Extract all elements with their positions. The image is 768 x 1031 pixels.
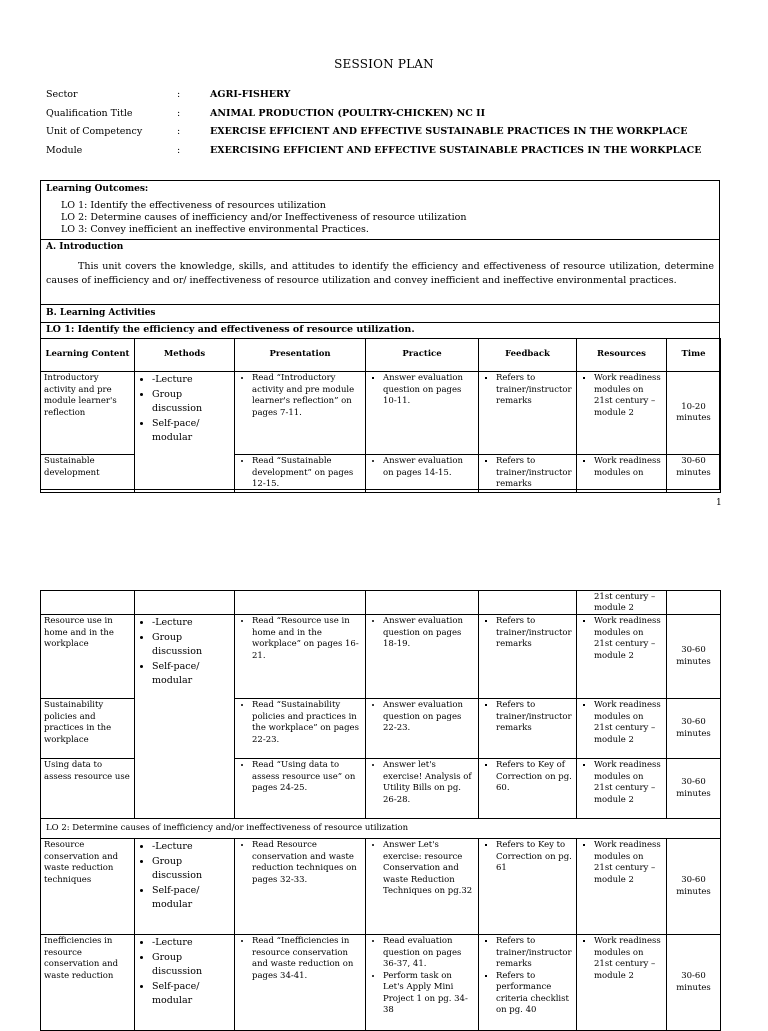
time-cell xyxy=(667,591,721,615)
time-cell: 30-60 minutes xyxy=(667,699,721,759)
method-item: • Self-pace/ modular xyxy=(152,884,231,913)
practice-item: • Answer evaluation on pages 14-15. xyxy=(383,456,475,479)
feedback-cell xyxy=(479,759,577,819)
content-cell: Using data to assess resource use xyxy=(41,759,135,819)
practice-item: • Answer Let's exercise: resource Conservation and waste Reduction Techniques on pg.32 xyxy=(383,840,475,898)
feedback-cell xyxy=(479,839,577,935)
content-cell: Introductory activity and pre module learner's reflection xyxy=(41,372,135,455)
meta-colon: : xyxy=(177,144,181,156)
practice-item: • Read evaluation question on pages 36-37, 41. xyxy=(383,936,475,971)
methods-cell xyxy=(135,372,235,493)
practice-cell xyxy=(366,759,479,819)
method-item: • Group discussion xyxy=(152,388,231,417)
time-cell: 10-20 minutes xyxy=(667,372,721,455)
col-header-time: Time xyxy=(667,339,721,372)
presentation-cell xyxy=(235,699,366,759)
practice-item: • Perform task on Let's Apply Mini Project 1 on pg. 34-38 xyxy=(383,971,475,1017)
feedback-cell xyxy=(479,699,577,759)
learning-outcome: LO 3: Convey inefficient an ineffective environmental Practices. xyxy=(61,224,369,235)
col-header-practice: Practice xyxy=(366,339,479,372)
content-cell: Sustainable development xyxy=(41,455,135,493)
feedback-item: ▪ Refers to trainer/instructor remarks xyxy=(496,373,573,408)
method-item: • -Lecture xyxy=(152,373,231,388)
presentation-cell xyxy=(235,455,366,493)
methods-cell xyxy=(135,615,235,819)
learning-outcomes-list xyxy=(61,200,466,236)
practice-item: ▪ Answer evaluation question on pages 10-11. xyxy=(383,373,475,408)
practice-cell xyxy=(366,839,479,935)
content-cell: Inefficiencies in resource conservation and waste reduction xyxy=(41,935,135,1031)
resources-cell: 21st century – module 2 xyxy=(577,591,667,615)
col-header-feedback: Feedback xyxy=(479,339,577,372)
meta-key: Unit of Competency xyxy=(46,126,143,137)
lo1-activities-table xyxy=(40,338,721,493)
meta-row-qualification xyxy=(46,105,726,124)
resource-item: ▪ Work readiness modules on 21st century – module 2 xyxy=(594,936,663,982)
meta-value: ANIMAL PRODUCTION (POULTRY-CHICKEN) NC II xyxy=(210,107,486,119)
resource-item: ▪ Work readiness modules on 21st century – module 2 xyxy=(594,760,663,806)
divider xyxy=(41,239,719,240)
page-number: 1 xyxy=(716,498,722,508)
methods-cell xyxy=(135,591,235,615)
method-item: • Group discussion xyxy=(152,855,231,884)
learning-outcome: LO 2: Determine causes of inefficiency and/or Ineffectiveness of resource utilization xyxy=(61,212,467,223)
presentation-item: • Read “Using data to assess resource use” on pages 24-25. xyxy=(252,760,362,795)
feedback-item: ▪ Refers to trainer/instructor remarks xyxy=(496,700,573,735)
feedback-item: ▪ Refers to trainer/instructor remarks xyxy=(496,936,573,971)
practice-cell xyxy=(366,615,479,699)
presentation-item: • Read “Resource use in home and in the workplace” on pages 16-21. xyxy=(252,616,362,662)
method-item: • Self-pace/ modular xyxy=(152,660,231,689)
method-item: • Group discussion xyxy=(152,951,231,980)
col-header-resources: Resources xyxy=(577,339,667,372)
content-cell: Sustainability policies and practices in the workplace xyxy=(41,699,135,759)
table-row xyxy=(41,591,721,615)
table-row xyxy=(41,372,721,455)
resources-cell xyxy=(577,839,667,935)
intro-label: A. Introduction xyxy=(46,242,124,252)
feedback-item: ▪ Refers to trainer/instructor remarks xyxy=(496,456,573,491)
resource-item: ▪ Work readiness modules on 21st century – module 2 xyxy=(594,700,663,746)
resources-cell xyxy=(577,372,667,455)
practice-item: • Answer evaluation question on pages 22-23. xyxy=(383,700,475,735)
presentation-item: • Read “Introductory activity and pre module learner's reflection” on pages 7-11. xyxy=(252,373,362,419)
practice-cell xyxy=(366,699,479,759)
meta-key: Sector xyxy=(46,89,78,100)
feedback-item: ▪ Refers to trainer/instructor remarks xyxy=(496,616,573,651)
resources-cell xyxy=(577,699,667,759)
practice-cell xyxy=(366,455,479,493)
resource-item: ▪ Work readiness modules on xyxy=(594,456,663,479)
lo2-heading-row xyxy=(41,819,721,839)
lo1-heading: LO 1: Identify the efficiency and effectiveness of resource utilization. xyxy=(46,324,415,335)
divider xyxy=(41,322,719,323)
resources-cell xyxy=(577,935,667,1031)
resource-item: ▪ Work readiness modules on 21st century – module 2 xyxy=(594,373,663,419)
resources-cell xyxy=(577,759,667,819)
intro-text: This unit covers the knowledge, skills, and attitudes to identify the efficiency and effectiveness of resource utilization, determine causes of inefficiency and or/ ineffectiveness of resource utilization and convey inefficient and ineffective environmental practices. xyxy=(46,261,714,286)
meta-colon: : xyxy=(177,89,181,100)
feedback-cell xyxy=(479,455,577,493)
presentation-cell xyxy=(235,935,366,1031)
content-cell: Resource use in home and in the workplace xyxy=(41,615,135,699)
feedback-item: ▪ Refers to Key of Correction on pg. 60. xyxy=(496,760,573,795)
learning-outcome: LO 1: Identify the effectiveness of resources utilization xyxy=(61,200,326,211)
practice-item: • Answer evaluation question on pages 18-19. xyxy=(383,616,475,651)
table-row xyxy=(41,615,721,699)
meta-row-unit xyxy=(46,123,726,142)
page-2 xyxy=(0,590,768,1024)
time-cell: 30-60 minutes xyxy=(667,615,721,699)
meta-row-module xyxy=(46,142,726,179)
time-cell: 30-60 minutes xyxy=(667,839,721,935)
presentation-item: • Read “Inefficiencies in resource conservation and waste reduction on pages 34-41. xyxy=(252,936,362,982)
presentation-cell xyxy=(235,615,366,699)
feedback-cell xyxy=(479,372,577,455)
method-item: • Self-pace/ modular xyxy=(152,980,231,1009)
continuation-table xyxy=(40,590,721,1031)
presentation-item: • Read Resource conservation and waste reduction techniques on pages 32-33. xyxy=(252,840,362,886)
practice-item: • Answer let's exercise! Analysis of Utility Bills on pg. 26-28. xyxy=(383,760,475,806)
presentation-cell xyxy=(235,839,366,935)
presentation-cell xyxy=(235,372,366,455)
time-cell: 30-60 minutes xyxy=(667,455,721,493)
content-cell: Resource conservation and waste reduction techniques xyxy=(41,839,135,935)
time-cell: 30-60 minutes xyxy=(667,759,721,819)
meta-colon: : xyxy=(177,107,181,119)
table-row xyxy=(41,839,721,935)
presentation-cell xyxy=(235,591,366,615)
method-item: • -Lecture xyxy=(152,840,231,855)
page-title: SESSION PLAN xyxy=(334,57,434,71)
meta-value: EXERCISE EFFICIENT AND EFFECTIVE SUSTAINABLE PRACTICES IN THE WORKPLACE xyxy=(210,126,688,137)
resources-cell xyxy=(577,615,667,699)
content-cell xyxy=(41,591,135,615)
meta-value: AGRI-FISHERY xyxy=(210,89,291,100)
method-item: • -Lecture xyxy=(152,936,231,951)
col-header-presentation: Presentation xyxy=(235,339,366,372)
meta-key: Qualification Title xyxy=(46,107,133,119)
practice-cell xyxy=(366,591,479,615)
session-box xyxy=(40,180,720,490)
methods-cell xyxy=(135,935,235,1031)
method-item: • -Lecture xyxy=(152,616,231,631)
resources-cell xyxy=(577,455,667,493)
method-item: • Self-pace/ modular xyxy=(152,417,231,446)
meta-value: EXERCISING EFFICIENT AND EFFECTIVE SUSTAINABLE PRACTICES IN THE WORKPLACE xyxy=(210,144,702,156)
col-header-content: Learning Content xyxy=(41,339,135,372)
time-cell: 30-60 minutes xyxy=(667,935,721,1031)
learning-outcomes-label: Learning Outcomes: xyxy=(46,184,149,194)
feedback-cell xyxy=(479,935,577,1031)
meta-row-sector xyxy=(46,86,726,105)
table-row xyxy=(41,935,721,1031)
meta-block xyxy=(46,86,726,179)
practice-cell xyxy=(366,372,479,455)
feedback-cell xyxy=(479,591,577,615)
presentation-item: • Read “Sustainable development” on pages 12-15. xyxy=(252,456,362,491)
resource-item: ▪ Work readiness modules on 21st century – module 2 xyxy=(594,616,663,662)
feedback-item: ▪ Refers to performance criteria checklist on pg. 40 xyxy=(496,971,573,1017)
practice-cell xyxy=(366,935,479,1031)
feedback-cell xyxy=(479,615,577,699)
method-item: • Group discussion xyxy=(152,631,231,660)
meta-key: Module xyxy=(46,144,83,156)
resource-item: ▪ Work readiness modules on 21st century – module 2 xyxy=(594,840,663,886)
presentation-item: • Read “Sustainability policies and practices in the workplace” on pages 22-23. xyxy=(252,700,362,746)
lo2-heading: LO 2: Determine causes of inefficiency and/or ineffectiveness of resource utilization xyxy=(41,819,721,839)
meta-colon: : xyxy=(177,126,181,137)
activities-label: B. Learning Activities xyxy=(46,308,156,318)
col-header-methods: Methods xyxy=(135,339,235,372)
methods-cell xyxy=(135,839,235,935)
feedback-item: ▪ Refers to Key to Correction on pg. 61 xyxy=(496,840,573,875)
divider xyxy=(41,304,719,305)
practice-list xyxy=(369,936,475,1017)
table-header-row xyxy=(41,339,721,372)
presentation-cell xyxy=(235,759,366,819)
